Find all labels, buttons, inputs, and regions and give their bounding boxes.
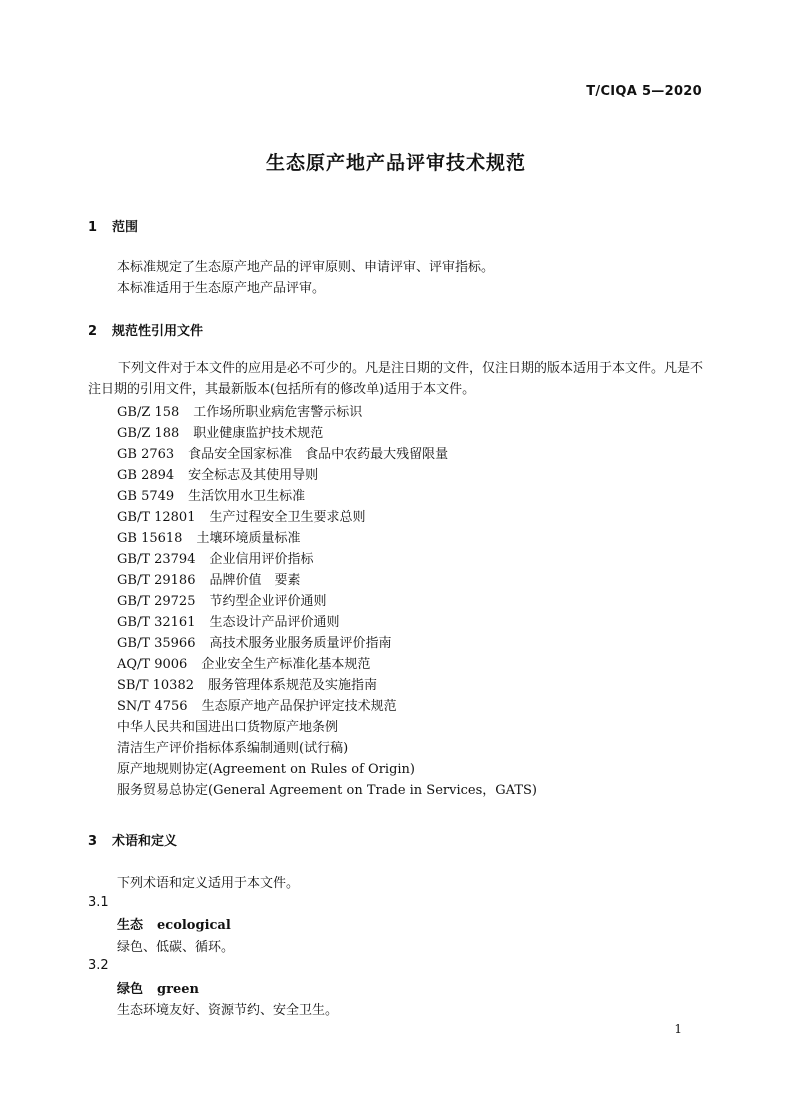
reference-item <box>117 570 537 591</box>
reference-code: GB/T 12801 <box>117 510 196 525</box>
reference-title: 品牌价值 要素 <box>209 573 301 588</box>
reference-code: GB/T 35966 <box>117 636 196 651</box>
reference-code: GB/T 23794 <box>117 552 196 567</box>
reference-title: 高技术服务业服务质量评价指南 <box>209 636 392 651</box>
reference-item <box>117 780 537 801</box>
reference-title: 安全标志及其使用导则 <box>188 468 319 483</box>
reference-title: 职业健康监护技术规范 <box>193 426 324 441</box>
term-en: green <box>157 982 199 997</box>
term-heading <box>117 914 231 933</box>
reference-title: 企业安全生产标准化基本规范 <box>201 657 371 672</box>
term-en: ecological <box>157 918 231 933</box>
section-3-heading <box>88 830 177 849</box>
reference-item <box>117 549 537 570</box>
reference-item <box>117 423 537 444</box>
reference-item <box>117 486 537 507</box>
reference-code: AQ/T 9006 <box>117 657 188 672</box>
scope-paragraph-2: 本标准适用于生态原产地产品评审。 <box>117 281 326 296</box>
reference-title: 生活饮用水卫生标准 <box>188 489 306 504</box>
reference-item <box>117 738 537 759</box>
term-number: 3.1 <box>88 895 109 910</box>
reference-code: GB/T 32161 <box>117 615 196 630</box>
section-2-heading <box>88 320 203 339</box>
reference-item <box>117 675 537 696</box>
reference-title: 服务管理体系规范及实施指南 <box>208 678 378 693</box>
section-title: 术语和定义 <box>112 834 178 849</box>
terms-intro: 下列术语和定义适用于本文件。 <box>117 876 300 891</box>
reference-title: 生产过程安全卫生要求总则 <box>209 510 366 525</box>
reference-list <box>117 402 537 801</box>
reference-item <box>117 612 537 633</box>
reference-title: 原产地规则协定(Agreement on Rules of Origin) <box>117 762 416 777</box>
reference-code: GB 5749 <box>117 489 175 504</box>
term-definition: 生态环境友好、资源节约、安全卫生。 <box>117 1003 339 1018</box>
reference-title: 食品安全国家标准 食品中农药最大残留限量 <box>188 447 449 462</box>
reference-title: 生态设计产品评价通则 <box>209 615 340 630</box>
reference-item <box>117 696 537 717</box>
reference-code: GB/Z 158 <box>117 405 180 420</box>
reference-title: 土壤环境质量标准 <box>196 531 301 546</box>
reference-code: GB 2894 <box>117 468 175 483</box>
reference-item <box>117 528 537 549</box>
reference-code: GB/Z 188 <box>117 426 180 441</box>
reference-item <box>117 507 537 528</box>
section-1-heading <box>88 216 138 235</box>
page-number: 1 <box>674 1022 682 1036</box>
reference-item <box>117 633 537 654</box>
reference-item <box>117 654 537 675</box>
reference-code: SB/T 10382 <box>117 678 194 693</box>
reference-title: 企业信用评价指标 <box>209 552 314 567</box>
reference-item <box>117 465 537 486</box>
document-code: T/CIQA 5—2020 <box>586 84 702 99</box>
reference-code: GB/T 29186 <box>117 573 196 588</box>
term-zh: 绿色 <box>117 982 144 997</box>
reference-title: 生态原产地产品保护评定技术规范 <box>201 699 397 714</box>
scope-paragraph-1: 本标准规定了生态原产地产品的评审原则、申请评审、评审指标。 <box>117 260 495 275</box>
section-title: 规范性引用文件 <box>112 324 204 339</box>
section-number: 2 <box>88 324 98 339</box>
term-heading <box>117 978 199 997</box>
reference-code: GB 15618 <box>117 531 183 546</box>
reference-title: 工作场所职业病危害警示标识 <box>193 405 363 420</box>
term-definition: 绿色、低碳、循环。 <box>117 940 235 955</box>
section-number: 1 <box>88 220 98 235</box>
term-zh: 生态 <box>117 918 144 933</box>
document-title: 生态原产地产品评审技术规范 <box>265 152 526 174</box>
term-number: 3.2 <box>88 958 109 973</box>
reference-code: SN/T 4756 <box>117 699 188 714</box>
reference-title: 节约型企业评价通则 <box>209 594 327 609</box>
section-title: 范围 <box>112 220 139 235</box>
reference-title: 服务贸易总协定(General Agreement on Trade in Services，GATS) <box>117 783 537 798</box>
section-number: 3 <box>88 834 98 849</box>
reference-title: 清洁生产评价指标体系编制通则(试行稿) <box>117 741 349 756</box>
reference-code: GB 2763 <box>117 447 175 462</box>
references-intro: 下列文件对于本文件的应用是必不可少的。凡是注日期的文件，仅注日期的版本适用于本文件。凡是不注日期的引用文件，其最新版本(包括所有的修改单)适用于本文件。 <box>88 361 704 397</box>
reference-code: GB/T 29725 <box>117 594 196 609</box>
reference-item <box>117 402 537 423</box>
reference-item <box>117 591 537 612</box>
reference-item <box>117 717 537 738</box>
reference-item <box>117 759 537 780</box>
reference-item <box>117 444 537 465</box>
reference-title: 中华人民共和国进出口货物原产地条例 <box>117 720 339 735</box>
